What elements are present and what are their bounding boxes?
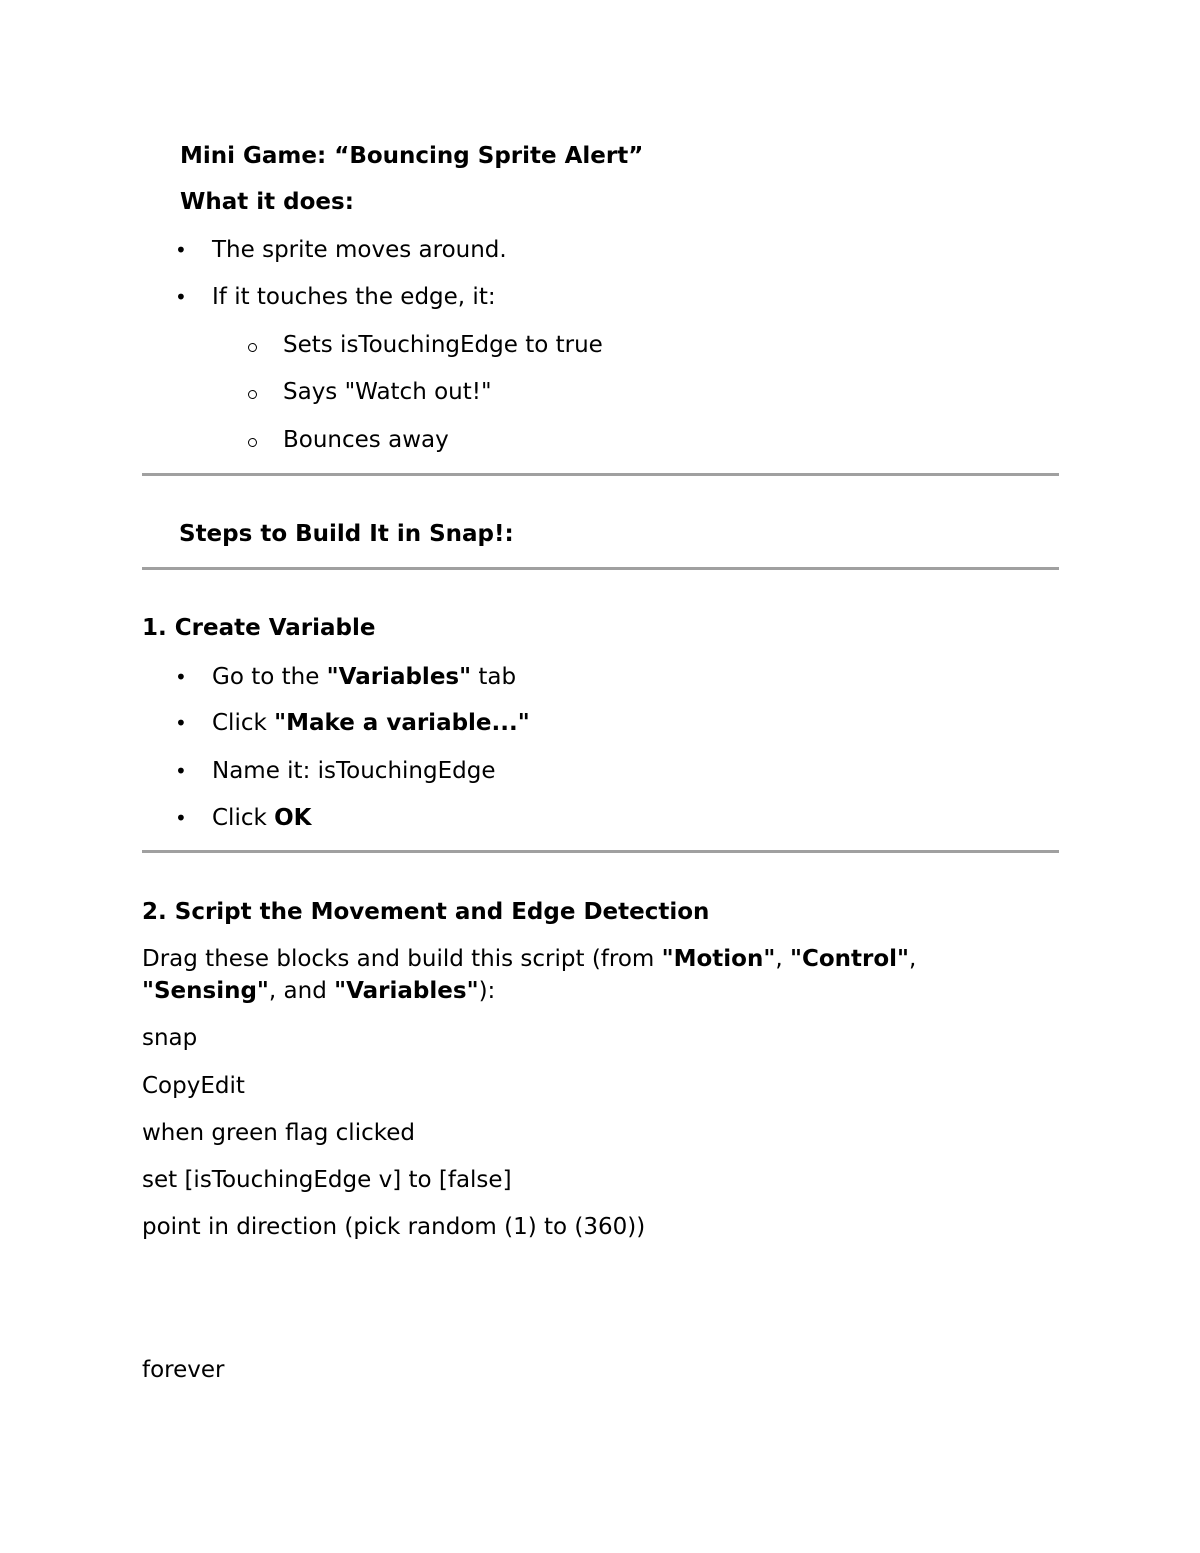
bullet-icon: •: [175, 711, 187, 735]
step1-heading: 1. Create Variable: [142, 615, 376, 641]
code-line: point in direction (pick random (1) to (360)): [142, 1214, 646, 1240]
game-title: Mini Game: “Bouncing Sprite Alert”: [180, 143, 644, 169]
horizontal-divider: [142, 473, 1059, 476]
bullet-icon: •: [175, 665, 187, 689]
circle-bullet-icon: [248, 390, 257, 399]
horizontal-divider: [142, 567, 1059, 570]
bullet-icon: •: [175, 238, 187, 262]
list-item: Click "Make a variable...": [212, 710, 530, 736]
copy-edit-label: CopyEdit: [142, 1073, 245, 1099]
circle-bullet-icon: [248, 343, 257, 352]
sub-list-item: Sets isTouchingEdge to true: [283, 332, 603, 358]
instruction-paragraph-line-1: Drag these blocks and build this script (from "Motion", "Control",: [142, 946, 917, 972]
circle-bullet-icon: [248, 438, 257, 447]
sub-list-item: Says "Watch out!": [283, 379, 492, 405]
code-line: forever: [142, 1357, 225, 1383]
step2-heading: 2. Script the Movement and Edge Detection: [142, 899, 710, 925]
bullet-icon: •: [175, 759, 187, 783]
list-item: Go to the "Variables" tab: [212, 664, 517, 690]
list-item: Click OK: [212, 805, 312, 831]
instruction-paragraph-line-2: "Sensing", and "Variables"):: [142, 978, 496, 1004]
list-item: Name it: isTouchingEdge: [212, 758, 496, 784]
code-line: when green flag clicked: [142, 1120, 415, 1146]
bullet-icon: •: [175, 806, 187, 830]
list-item: The sprite moves around.: [212, 237, 507, 263]
code-language-label: snap: [142, 1025, 198, 1051]
sub-list-item: Bounces away: [283, 427, 449, 453]
horizontal-divider: [142, 850, 1059, 853]
steps-heading: Steps to Build It in Snap!:: [179, 521, 514, 547]
code-line: set [isTouchingEdge v] to [false]: [142, 1167, 512, 1193]
list-item: If it touches the edge, it:: [212, 284, 496, 310]
what-it-does-heading: What it does:: [180, 189, 354, 215]
bullet-icon: •: [175, 285, 187, 309]
